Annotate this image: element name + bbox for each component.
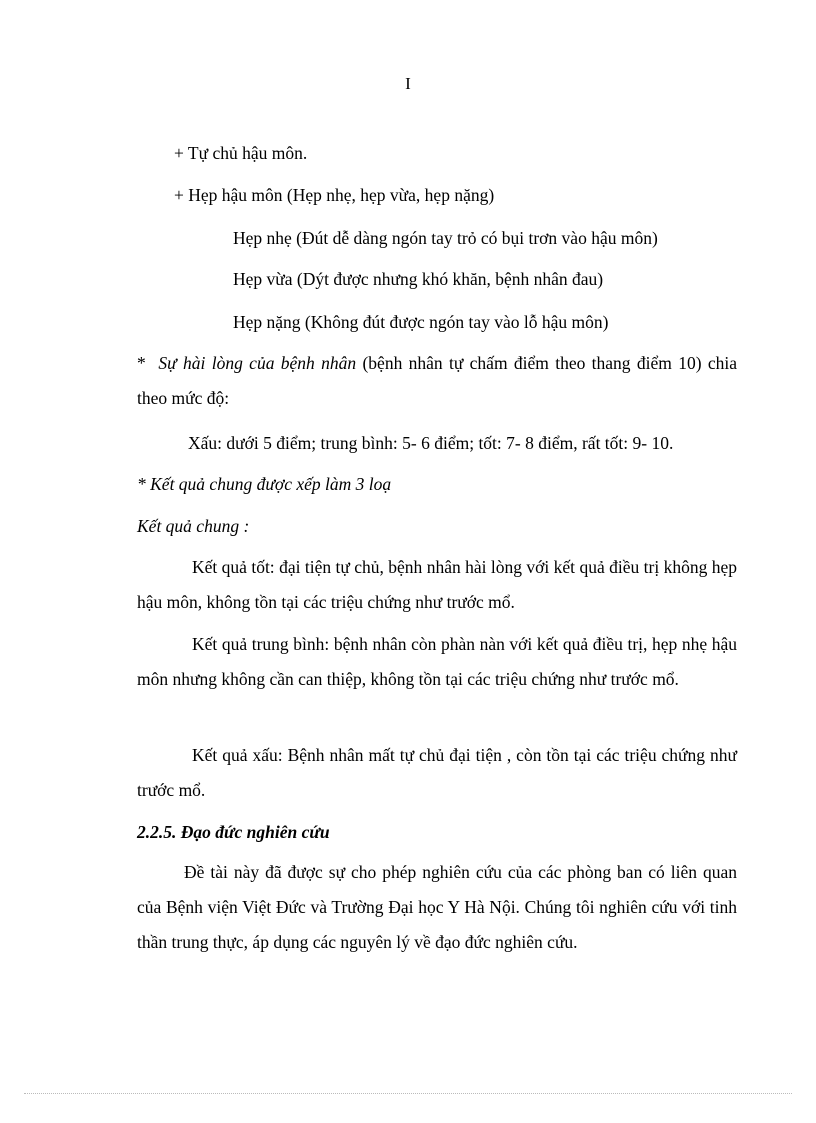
item-hep: + Hẹp hậu môn (Hẹp nhẹ, hẹp vừa, hẹp nặng) [174, 185, 495, 205]
ethics-body: Đề tài này đã được sự cho phép nghiên cứu của các phòng ban có liên quan của Bệnh viện Việt Đức và Trường Đại học Y Hà Nội. Chúng tôi nghiên cứu với tinh thần trung thực, áp dụng các nguyên lý về đạo đức nghiên cứu. [137, 862, 737, 952]
page-number: I [405, 74, 411, 93]
satisfaction-paragraph [137, 346, 737, 416]
item-hep-vua: Hẹp vừa (Dýt được nhưng khó khăn, bệnh nhân đau) [233, 269, 604, 289]
satisfaction-text: (bệnh nhân tự chấm điểm theo thang điểm 10) chia theo mức độ: [137, 353, 738, 408]
result-average: Kết quả trung bình: bệnh nhân còn phàn nàn với kết quả điều trị, hẹp nhẹ hậu môn nhưng không cần can thiệp, không tồn tại các triệu chứng như trước mổ. [137, 634, 737, 689]
item-hep-nhe: Hẹp nhẹ (Đút dễ dàng ngón tay trỏ có bụi trơn vào hậu môn) [233, 228, 658, 248]
satisfaction-label: Sự hài lòng của bệnh nhân [158, 353, 357, 373]
ethics-heading: 2.2.5. Đạo đức nghiên cứu [137, 822, 330, 842]
footer-divider [24, 1093, 792, 1094]
result-good: Kết quả tốt: đại tiện tự chủ, bệnh nhân hài lòng với kết quả điều trị không hẹp hậu môn, không tồn tại các triệu chứng như trước mổ. [137, 557, 737, 612]
result-bad: Kết quả xấu: Bệnh nhân mất tự chủ đại tiện , còn tồn tại các triệu chứng như trước mổ. [137, 745, 737, 800]
results-subheader: Kết quả chung : [137, 516, 250, 536]
item-tu-chu: + Tự chủ hậu môn. [174, 143, 308, 163]
satisfaction-star: * [137, 353, 146, 373]
satisfaction-scale: Xấu: dưới 5 điểm; trung bình: 5- 6 điểm; tốt: 7- 8 điểm, rất tốt: 9- 10. [188, 433, 674, 453]
results-header: * Kết quả chung được xếp làm 3 loạ [137, 474, 392, 494]
item-hep-nang: Hẹp nặng (Không đút được ngón tay vào lỗ hậu môn) [233, 312, 609, 332]
